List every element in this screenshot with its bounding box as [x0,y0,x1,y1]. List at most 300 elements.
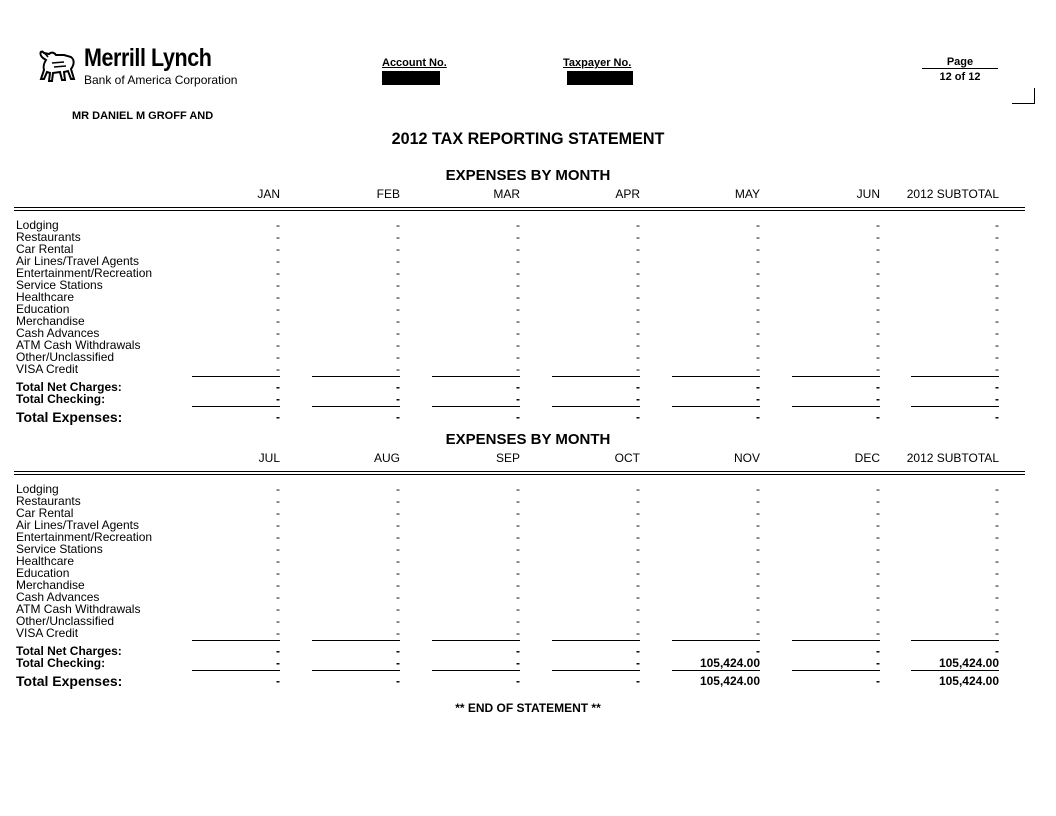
table-cell: - [516,482,520,496]
table-cell: - [995,278,999,292]
table-cell: - [636,482,640,496]
row-label: Healthcare [16,554,75,568]
total-cell: - [516,656,520,670]
total-cell: - [756,644,760,658]
table-cell: - [636,590,640,604]
column-header: 2012 SUBTOTAL [906,187,999,201]
table-cell: - [516,266,520,280]
table-cell: - [756,578,760,592]
row-label: Education [16,302,70,316]
subtotal-rule [911,376,999,377]
table-cell: - [995,494,999,508]
table-cell: - [276,602,280,616]
table-cell: - [756,518,760,532]
total-cell: - [516,644,520,658]
table-cell: - [516,494,520,508]
row-label: Cash Advances [16,326,100,340]
grand-total-cell: - [396,410,400,424]
table-cell: - [516,314,520,328]
table-cell: - [876,326,880,340]
row-label: Restaurants [16,230,81,244]
column-header: JUL [258,451,280,465]
table-cell: - [636,230,640,244]
table-cell: - [516,218,520,232]
subtotal-rule [432,640,520,641]
account-number-redaction [382,71,440,85]
table-cell: - [276,566,280,580]
table-cell: - [636,518,640,532]
corner-mark [1034,88,1035,104]
table-cell: - [756,482,760,496]
account-holder-name: MR DANIEL M GROFF AND [72,110,214,122]
grand-total-cell: 105,424.00 [699,674,760,688]
table-cell: - [516,350,520,364]
table-cell: - [995,602,999,616]
subtotal-rule [312,376,400,377]
row-label: VISA Credit [16,626,79,640]
table-cell: - [756,542,760,556]
total-cell: - [516,392,520,406]
total-cell: - [995,644,999,658]
header-rule [14,474,1025,475]
table-cell: - [636,242,640,256]
table-cell: - [516,602,520,616]
row-label: Cash Advances [16,590,100,604]
table-cell: - [276,254,280,268]
table-cell: - [995,242,999,256]
total-cell: - [276,392,280,406]
table-cell: - [995,218,999,232]
table-cell: - [756,254,760,268]
table-cell: - [876,590,880,604]
table-cell: - [995,482,999,496]
total-cell: - [756,380,760,394]
table-cell: - [396,278,400,292]
table-cell: - [636,350,640,364]
total-cell: - [276,656,280,670]
table-cell: - [995,542,999,556]
table-cell: - [756,266,760,280]
table-cell: - [276,266,280,280]
table-cell: - [636,626,640,640]
table-cell: - [516,626,520,640]
table-cell: - [876,266,880,280]
table-cell: - [276,590,280,604]
grand-total-cell: - [516,674,520,688]
table-cell: - [396,218,400,232]
total-label: Total Checking: [16,392,106,406]
table-cell: - [995,554,999,568]
row-label: Merchandise [16,578,85,592]
account-number-label: Account No. [382,57,447,69]
total-cell: - [396,392,400,406]
table-cell: - [876,614,880,628]
table-cell: - [756,230,760,244]
total-rule [432,406,520,407]
grand-total-cell: - [276,674,280,688]
subtotal-rule [192,640,280,641]
table-cell: - [876,530,880,544]
grand-total-cell: 105,424.00 [938,674,999,688]
table-cell: - [995,290,999,304]
row-label: Education [16,566,70,580]
table-cell: - [636,614,640,628]
table-cell: - [276,554,280,568]
table-cell: - [636,278,640,292]
table-cell: - [276,326,280,340]
table-cell: - [276,302,280,316]
subtotal-rule [192,376,280,377]
table-cell: - [276,350,280,364]
grand-total-cell: - [636,410,640,424]
table-cell: - [396,266,400,280]
row-label: Entertainment/Recreation [16,530,153,544]
table-cell: - [995,530,999,544]
table-cell: - [396,338,400,352]
row-label: Lodging [16,482,59,496]
subtotal-rule [672,640,760,641]
total-cell: - [756,392,760,406]
table-cell: - [876,254,880,268]
row-label: Air Lines/Travel Agents [16,254,139,268]
table-cell: - [636,494,640,508]
column-header: 2012 SUBTOTAL [906,451,999,465]
row-label: Service Stations [16,542,103,556]
total-cell: - [636,380,640,394]
subtotal-rule [792,376,880,377]
total-label: Total Checking: [16,656,106,670]
statement-title: 2012 TAX REPORTING STATEMENT [391,129,665,148]
table-cell: - [276,578,280,592]
table-cell: - [396,302,400,316]
subtotal-rule [911,640,999,641]
total-cell: - [636,644,640,658]
table-cell: - [396,590,400,604]
section-title: EXPENSES BY MONTH [445,431,611,448]
row-label: Healthcare [16,290,75,304]
column-header: AUG [373,451,400,465]
column-header: FEB [376,187,400,201]
table-cell: - [396,602,400,616]
grand-total-label: Total Expenses: [16,673,123,689]
table-cell: - [756,314,760,328]
table-cell: - [995,518,999,532]
total-cell: - [995,380,999,394]
table-cell: - [876,518,880,532]
table-cell: - [276,314,280,328]
row-label: Merchandise [16,314,85,328]
table-cell: - [396,530,400,544]
row-label: Entertainment/Recreation [16,266,153,280]
grand-total-cell: - [876,410,880,424]
table-cell: - [276,518,280,532]
table-cell: - [396,290,400,304]
grand-total-cell: - [756,410,760,424]
grand-total-cell: - [636,674,640,688]
table-cell: - [876,338,880,352]
column-header: APR [615,187,640,201]
end-of-statement: ** END OF STATEMENT ** [455,701,601,715]
table-cell: - [396,626,400,640]
page-number: 12 of 12 [939,71,981,83]
table-cell: - [876,626,880,640]
table-cell: - [995,314,999,328]
table-cell: - [876,506,880,520]
table-cell: - [876,290,880,304]
table-cell: - [396,494,400,508]
table-cell: - [396,542,400,556]
column-header: JUN [856,187,880,201]
table-cell: - [636,338,640,352]
table-cell: - [756,218,760,232]
table-cell: - [516,542,520,556]
column-header: MAY [734,187,760,201]
table-cell: - [396,566,400,580]
table-cell: - [756,506,760,520]
table-cell: - [396,254,400,268]
table-cell: - [636,530,640,544]
table-cell: - [396,518,400,532]
table-cell: - [995,590,999,604]
table-cell: - [636,602,640,616]
table-cell: - [516,254,520,268]
total-cell: 105,424.00 [938,656,999,670]
grand-total-cell: - [876,674,880,688]
subtotal-rule [552,640,640,641]
table-cell: - [516,230,520,244]
table-cell: - [396,362,400,376]
total-cell: - [876,644,880,658]
total-rule [192,670,280,671]
table-cell: - [995,254,999,268]
table-cell: - [516,278,520,292]
table-cell: - [516,554,520,568]
total-cell: - [995,392,999,406]
total-cell: - [876,380,880,394]
total-cell: - [396,656,400,670]
table-cell: - [756,278,760,292]
table-cell: - [876,482,880,496]
total-rule [432,670,520,671]
table-cell: - [276,218,280,232]
table-cell: - [995,362,999,376]
table-cell: - [756,626,760,640]
table-cell: - [756,362,760,376]
table-cell: - [276,230,280,244]
table-cell: - [516,566,520,580]
table-cell: - [516,242,520,256]
total-cell: - [516,380,520,394]
total-rule [911,670,999,671]
table-cell: - [995,626,999,640]
column-header: OCT [614,451,640,465]
table-cell: - [636,542,640,556]
table-cell: - [756,494,760,508]
table-cell: - [876,494,880,508]
total-rule [312,406,400,407]
row-label: Restaurants [16,494,81,508]
table-cell: - [636,254,640,268]
column-header: MAR [493,187,520,201]
table-cell: - [876,218,880,232]
row-label: ATM Cash Withdrawals [16,338,141,352]
table-cell: - [276,338,280,352]
total-rule [672,670,760,671]
subtotal-rule [672,376,760,377]
grand-total-cell: - [516,410,520,424]
table-cell: - [995,266,999,280]
expenses-by-month-section [0,167,1056,431]
total-cell: - [276,644,280,658]
table-cell: - [276,530,280,544]
section-title: EXPENSES BY MONTH [445,167,611,184]
table-cell: - [396,350,400,364]
table-cell: - [276,614,280,628]
table-cell: - [756,614,760,628]
bull-logo-icon [38,45,78,85]
brand-name: Merrill Lynch [84,44,212,72]
column-header: DEC [854,451,880,465]
table-cell: - [516,290,520,304]
table-cell: - [516,614,520,628]
subtotal-rule [432,376,520,377]
table-cell: - [396,506,400,520]
table-cell: - [276,542,280,556]
table-cell: - [756,554,760,568]
row-label: Car Rental [16,242,74,256]
table-cell: - [995,614,999,628]
table-cell: - [516,578,520,592]
column-header: NOV [733,451,760,465]
table-cell: - [876,278,880,292]
table-cell: - [636,302,640,316]
table-cell: - [995,578,999,592]
total-label: Total Net Charges: [16,380,122,394]
table-cell: - [876,602,880,616]
table-cell: - [636,506,640,520]
table-cell: - [276,482,280,496]
table-cell: - [396,578,400,592]
taxpayer-number-label: Taxpayer No. [563,57,632,69]
table-cell: - [876,230,880,244]
total-rule [911,406,999,407]
total-cell: - [876,392,880,406]
table-cell: - [516,338,520,352]
table-cell: - [636,218,640,232]
column-header: SEP [495,451,520,465]
brand-subtitle: Bank of America Corporation [84,73,238,87]
corner-mark [1012,103,1035,104]
table-cell: - [636,290,640,304]
table-cell: - [516,530,520,544]
total-rule [552,670,640,671]
column-header: JAN [257,187,280,201]
table-cell: - [995,506,999,520]
table-cell: - [876,350,880,364]
table-cell: - [516,302,520,316]
total-cell: - [396,380,400,394]
table-cell: - [516,518,520,532]
table-cell: - [636,362,640,376]
header-rule [14,210,1025,211]
table-cell: - [876,554,880,568]
table-cell: - [516,326,520,340]
table-cell: - [756,530,760,544]
table-cell: - [516,506,520,520]
table-cell: - [756,350,760,364]
table-cell: - [876,566,880,580]
row-label: Car Rental [16,506,74,520]
table-cell: - [756,338,760,352]
table-cell: - [756,566,760,580]
table-cell: - [276,242,280,256]
table-cell: - [995,230,999,244]
table-cell: - [995,566,999,580]
row-label: Other/Unclassified [16,350,115,364]
table-cell: - [276,626,280,640]
table-cell: - [276,362,280,376]
table-cell: - [396,326,400,340]
total-rule [312,670,400,671]
table-cell: - [995,326,999,340]
row-label: Service Stations [16,278,103,292]
table-cell: - [756,290,760,304]
table-cell: - [636,326,640,340]
table-cell: - [396,242,400,256]
table-cell: - [876,542,880,556]
total-rule [672,406,760,407]
table-cell: - [995,338,999,352]
subtotal-rule [792,640,880,641]
table-cell: - [276,494,280,508]
table-cell: - [995,302,999,316]
table-cell: - [396,614,400,628]
subtotal-rule [312,640,400,641]
total-rule [552,406,640,407]
table-cell: - [516,362,520,376]
table-cell: - [276,278,280,292]
table-cell: - [516,590,520,604]
total-cell: - [276,380,280,394]
total-rule [192,406,280,407]
total-rule [792,670,880,671]
table-cell: - [756,326,760,340]
total-cell: - [636,656,640,670]
header-rule [14,207,1025,208]
table-cell: - [876,314,880,328]
table-cell: - [636,266,640,280]
table-cell: - [396,554,400,568]
subtotal-rule [552,376,640,377]
table-cell: - [396,482,400,496]
grand-total-label: Total Expenses: [16,409,123,425]
table-cell: - [876,302,880,316]
row-label: VISA Credit [16,362,79,376]
table-cell: - [396,314,400,328]
table-cell: - [756,590,760,604]
table-cell: - [396,230,400,244]
table-cell: - [276,290,280,304]
taxpayer-number-redaction [567,71,633,85]
table-cell: - [276,506,280,520]
total-cell: - [636,392,640,406]
table-cell: - [756,602,760,616]
grand-total-cell: - [276,410,280,424]
expenses-by-month-section [0,431,1056,695]
total-cell: - [396,644,400,658]
table-cell: - [756,242,760,256]
table-cell: - [636,554,640,568]
